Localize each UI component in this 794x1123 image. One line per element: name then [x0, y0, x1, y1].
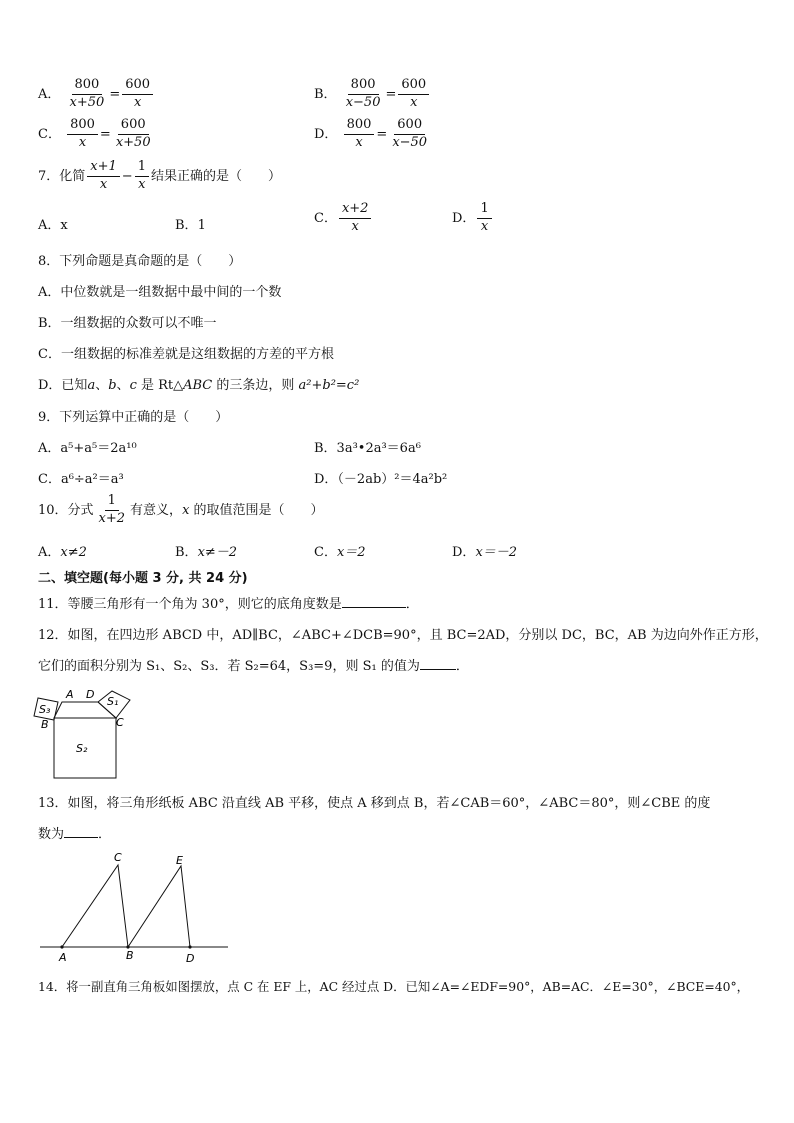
- q6-c-left-fraction: $\frac{800}{x}$: [67, 118, 98, 151]
- q6-option-c: C． $\frac{800}{x}$ = $\frac{600}{x+50}$: [38, 118, 156, 151]
- q6-b-right-fraction: $\frac{600}{x}$: [398, 78, 429, 111]
- q10-stem: 10．分式 $\frac{1}{x+2}$ 有意义，x 的取值范围是（ ）: [38, 493, 324, 526]
- triangle-abc: [62, 865, 128, 947]
- q9-option-d: D．（－2ab）²＝4a²b²: [314, 472, 448, 487]
- label-c: C: [116, 716, 124, 729]
- q6-a-right-fraction: $\frac{600}{x}$: [122, 78, 153, 111]
- label-a: A: [66, 688, 74, 701]
- label-e: E: [176, 854, 183, 867]
- q13-answer-blank[interactable]: [64, 825, 98, 838]
- label-s2: S₂: [76, 742, 88, 755]
- q8-option-d: D．已知a、b、c 是 Rt△ABC 的三条边，则 a²+b²=c²: [38, 378, 360, 393]
- q7-option-a: A．x: [38, 218, 68, 233]
- label-b: B: [126, 949, 134, 962]
- q9-option-a: A．a⁵+a⁵＝2a¹⁰: [38, 441, 137, 456]
- point-a: [60, 945, 63, 948]
- triangle-bed: [128, 866, 190, 947]
- q7-option-c: C． $\frac{x+2}{x}$: [314, 202, 373, 235]
- q7-d-fraction: $\frac{1}{x}$: [477, 202, 491, 235]
- q9-option-c: C．a⁶÷a²＝a³: [38, 472, 124, 487]
- q14-text: 14．将一副直角三角板如图摆放，点 C 在 EF 上，AC 经过点 D．已知∠A=∠EDF=90°，AB=AC．∠E=30°，∠BCE=40°，: [38, 979, 750, 994]
- q10-fraction: $\frac{1}{x+2}$: [98, 493, 126, 526]
- q7-option-d: D． $\frac{1}{x}$: [452, 202, 494, 235]
- q7-fraction-1: $\frac{x+1}{x}$: [87, 160, 120, 193]
- q8-option-b: B．一组数据的众数可以不唯一: [38, 316, 217, 331]
- q10-option-b: B．x≠－2: [175, 545, 238, 560]
- label-d: D: [86, 688, 95, 701]
- q7-option-b: B．1: [175, 218, 206, 233]
- q6-option-d: D． $\frac{800}{x}$ = $\frac{600}{x-50}$: [314, 118, 432, 151]
- label-b: B: [41, 718, 49, 731]
- label-d: D: [186, 952, 195, 965]
- q6-option-a: A． $\frac{800}{x+50}$ = $\frac{600}{x}$: [38, 78, 155, 111]
- q10-option-a: A．x≠2: [38, 545, 87, 560]
- label-s1: S₁: [107, 695, 119, 708]
- q8-option-c: C．一组数据的标准差就是这组数据的方差的平方根: [38, 347, 334, 362]
- q11-answer-blank[interactable]: [342, 595, 406, 608]
- q12-answer-blank[interactable]: [420, 657, 456, 670]
- section-heading-fill-in: 二、填空题(每小题 3 分, 共 24 分): [38, 571, 248, 586]
- q13-line-1: 13．如图，将三角形纸板 ABC 沿直线 AB 平移，使点 A 移到点 B，若∠CAB＝60°，∠ABC＝80°，则∠CBE 的度: [38, 796, 711, 811]
- q13-figure: [38, 848, 233, 966]
- q12-line-2: 它们的面积分别为 S₁、S₂、S₃．若 S₂=64，S₃=9，则 S₁ 的值为 ．: [38, 659, 469, 674]
- point-d: [188, 945, 191, 948]
- q11-text: 11．等腰三角形有一个角为 30°，则它的底角度数是 ．: [38, 597, 419, 612]
- q6-b-left-fraction: $\frac{800}{x-50}$: [345, 77, 381, 110]
- q8-option-a: A．中位数就是一组数据中最中间的一个数: [38, 285, 282, 300]
- q7-stem: 7．化简 $\frac{x+1}{x}$ − $\frac{1}{x}$ 结果正确的是（ ）: [38, 159, 281, 192]
- q12-figure: [30, 684, 142, 784]
- label-s3: S₃: [39, 703, 51, 716]
- q10-option-d: D．x＝－2: [452, 545, 518, 560]
- q7-fraction-2: $\frac{1}{x}$: [135, 160, 149, 193]
- q9-stem: 9．下列运算中正确的是（ ）: [38, 410, 229, 425]
- q13-line-2: 数为 ．: [38, 827, 112, 842]
- q8-stem: 8．下列命题是真命题的是（ ）: [38, 254, 242, 269]
- q6-d-right-fraction: $\frac{600}{x-50}$: [392, 117, 428, 150]
- label-a: A: [59, 951, 67, 964]
- q6-d-left-fraction: $\frac{800}{x}$: [344, 118, 375, 151]
- q6-option-b: B． $\frac{800}{x-50}$ = $\frac{600}{x}$: [314, 78, 431, 111]
- label-c: C: [114, 851, 122, 864]
- q10-option-c: C．x＝2: [314, 545, 366, 560]
- q6-a-left-fraction: $\frac{800}{x+50}$: [69, 77, 105, 110]
- q6-c-right-fraction: $\frac{600}{x+50}$: [115, 117, 151, 150]
- q12-line-1: 12．如图，在四边形 ABCD 中，AD∥BC，∠ABC+∠DCB=90°，且 BC=2AD，分别以 DC，BC，AB 为边向外作正方形，: [38, 628, 768, 643]
- q9-option-b: B．3a³•2a³＝6a⁶: [314, 441, 421, 456]
- q7-c-fraction: $\frac{x+2}{x}$: [339, 202, 372, 235]
